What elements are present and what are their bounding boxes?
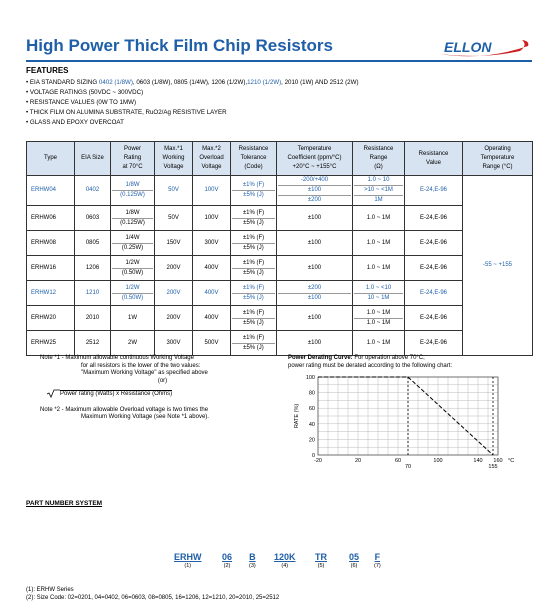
table-row [27,206,533,231]
value-cell: E-24,E-96 [405,176,463,206]
overload-voltage-cell: 400V [193,256,231,281]
tcr-cell: ±100 [277,206,353,231]
power-cell: 2W [111,331,155,356]
value-cell: E-24,E-96 [405,281,463,306]
part-number-desc-line: (2): Size Code: 02=0201, 04=0402, 06=0603, 08=0805, 16=1206, 12=1210, 20=2010, 25=2512 [26,595,280,601]
sqrt-icon [46,389,60,398]
working-voltage-cell: 50V [155,206,193,231]
range-cell: 1.0 ~ 1M 1.0 ~ 1M [353,306,405,331]
note-1-line: "Maximum Working Voltage" as specified above [81,370,208,376]
derating-line: For operation above 70°C, [354,355,425,361]
type-cell: ERHW16 [27,256,75,281]
working-voltage-cell: 200V [155,256,193,281]
working-voltage-cell: 200V [155,306,193,331]
spec-table [26,141,533,356]
table-row [27,256,533,281]
overload-voltage-cell: 400V [193,281,231,306]
tolerance-cell: ±1% (F) ±5% (J) [231,231,277,256]
table-row [27,331,533,356]
ellon-logo [436,37,532,57]
part-number-field: 120K (4) [274,552,296,569]
derating-caption [288,355,538,370]
power-cell: 1/4W (0.25W) [111,231,155,256]
derating-heading: Power Derating Curve: [288,355,353,361]
overload-voltage-cell: 400V [193,306,231,331]
tcr-cell: ±100 [277,231,353,256]
note-1-or: (or) [157,377,168,384]
power-cell: 1/2W (0.50W) [111,256,155,281]
power-cell: 1W [111,306,155,331]
table-row [27,306,533,331]
table-header-cell: Max.*1 Working Voltage [155,142,193,176]
tolerance-cell: ±1% (F) ±5% (J) [231,176,277,206]
size-cell: 1210 [75,281,111,306]
part-number-description [26,586,532,602]
logo-text: ELLON [444,39,492,55]
note-2-line: Maximum allowable Overload voltage is two times the [65,406,209,413]
feature-item: • VOLTAGE RATINGS (50VDC ~ 300VDC) [26,89,144,96]
x-tick-label: -20 [314,458,322,464]
overload-voltage-cell: 300V [193,231,231,256]
note-2 [40,407,285,422]
table-header-cell: Resistance Range (Ω) [353,142,405,176]
value-cell: E-24,E-96 [405,306,463,331]
type-cell: ERHW25 [27,331,75,356]
operating-range-cell: -55 ~ +155 [463,176,533,356]
table-header-cell: Resistance Value [405,142,463,176]
range-cell: 1.0 ~ 1M [353,206,405,231]
working-voltage-cell: 150V [155,231,193,256]
power-cell: 1/8W (0.125W) [111,176,155,206]
note-1-line: Maximum allowable continuous Working Voltage [65,355,194,361]
x-tick-label: 60 [394,458,402,464]
range-cell: 1.0 ~ <10 10 ~ 1M [353,281,405,306]
note-2-label: Note *2 - [40,406,64,413]
value-cell: E-24,E-96 [405,331,463,356]
page-title: High Power Thick Film Chip Resistors [26,36,333,55]
x-tick-label: 100 [433,458,443,464]
tolerance-cell: ±1% (F) ±5% (J) [231,331,277,356]
type-cell: ERHW06 [27,206,75,231]
spec-table-body [27,176,533,356]
table-row [27,176,533,206]
x-marker-label: 70 [404,464,412,470]
overload-voltage-cell: 500V [193,331,231,356]
tcr-cell: ±200 ±100 [277,281,353,306]
y-tick-label: 0 [311,453,315,459]
tolerance-cell: ±1% (F) ±5% (J) [231,306,277,331]
range-cell: 1.0 ~ 10 >10 ~ <1M 1M [353,176,405,206]
part-number-heading: PART NUMBER SYSTEM [26,500,103,507]
range-cell: 1.0 ~ 1M [353,231,405,256]
table-header-cell: Resistance Tolerance (Code) [231,142,277,176]
value-cell: E-24,E-96 [405,206,463,231]
x-axis-label: °C [508,458,515,464]
size-cell: 1206 [75,256,111,281]
part-number-field: F (7) [374,552,381,569]
part-number-desc-line: (1): ERHW Series [26,587,74,593]
table-header-cell: Max.*2 Overload Voltage [193,142,231,176]
part-number-field: 06 (2) [222,552,233,569]
working-voltage-cell: 300V [155,331,193,356]
size-cell: 2010 [75,306,111,331]
tcr-cell: ±100 [277,306,353,331]
title-rule [26,60,532,62]
note-2-line: Maximum Working Voltage (see Note *1 above). [81,414,209,421]
table-header-cell: EIA Size [75,142,111,176]
tcr-cell: -200/+400 ±100 ±200 [277,176,353,206]
y-tick-label: 40 [308,421,315,428]
table-header-cell: Power Rating at 70°C [111,142,155,176]
features-heading: FEATURES [26,66,69,75]
overload-voltage-cell: 100V [193,176,231,206]
spec-table-header [27,142,533,176]
tolerance-cell: ±1% (F) ±5% (J) [231,281,277,306]
y-tick-label: 80 [308,390,315,397]
y-tick-label: 20 [308,437,315,444]
value-cell: E-24,E-96 [405,231,463,256]
tolerance-cell: ±1% (F) ±5% (J) [231,206,277,231]
table-header-cell: Type [27,142,75,176]
notes-block [40,355,285,422]
y-tick-label: 100 [305,375,315,381]
note-1-line: for all resistors is the lower of the two values: [81,362,201,369]
note-1-label: Note *1 - [40,355,64,361]
x-tick-label: 160 [493,458,503,464]
derating-line: power rating must be derated according to the following chart: [288,362,453,369]
part-number-codes [174,552,384,576]
x-tick-label: 20 [354,458,362,464]
table-row [27,231,533,256]
table-header-cell: Operating Temperature Range (°C) [463,142,533,176]
part-number-field: 05 (6) [349,552,360,569]
range-cell: 1.0 ~ 1M [353,331,405,356]
features-list [26,78,532,128]
type-cell: ERHW12 [27,281,75,306]
x-marker-label: 155 [488,464,498,470]
feature-item: • GLASS AND EPOXY OVERCOAT [26,119,124,126]
part-number-field: B (3) [249,552,256,569]
size-cell: 0603 [75,206,111,231]
power-cell: 1/8W (0.125W) [111,206,155,231]
y-tick-label: 60 [308,406,315,413]
note-1-formula: Power rating (Watts) x Resistance (Ohms) [40,389,285,399]
type-cell: ERHW04 [27,176,75,206]
size-cell: 0402 [75,176,111,206]
table-header-cell: Temperature Coefficient (ppm/°C) +20°C ~ +155°C [277,142,353,176]
feature-item: • EIA STANDARD SIZING 0402 (1/8W), 0603 (1/8W), 0805 (1/4W), 1206 (1/2W),1210 (1/2W), 2010 (1W) AND 2512 (2W) [26,79,359,86]
value-cell: E-24,E-96 [405,256,463,281]
type-cell: ERHW08 [27,231,75,256]
size-cell: 0805 [75,231,111,256]
feature-item: • THICK FILM ON ALUMINA SUBSTRATE, RuO2/Ag RESISTIVE LAYER [26,109,227,116]
tcr-cell: ±100 [277,256,353,281]
page-header [26,36,532,60]
table-row [27,281,533,306]
type-cell: ERHW20 [27,306,75,331]
overload-voltage-cell: 100V [193,206,231,231]
working-voltage-cell: 50V [155,176,193,206]
note-1 [40,355,285,399]
size-cell: 2512 [75,331,111,356]
derating-chart [288,371,538,471]
part-number-field: ERHW (1) [174,552,202,569]
part-number-field: TR (5) [315,552,327,569]
power-cell: 1/2W (0.50W) [111,281,155,306]
working-voltage-cell: 200V [155,281,193,306]
x-tick-label: 140 [473,458,483,464]
range-cell: 1.0 ~ 1M [353,256,405,281]
tcr-cell: ±100 [277,331,353,356]
feature-item: • RESISTANCE VALUES (0W TO 1MW) [26,99,137,106]
tolerance-cell: ±1% (F) ±5% (J) [231,256,277,281]
y-axis-label: RATE (%) [294,403,300,429]
